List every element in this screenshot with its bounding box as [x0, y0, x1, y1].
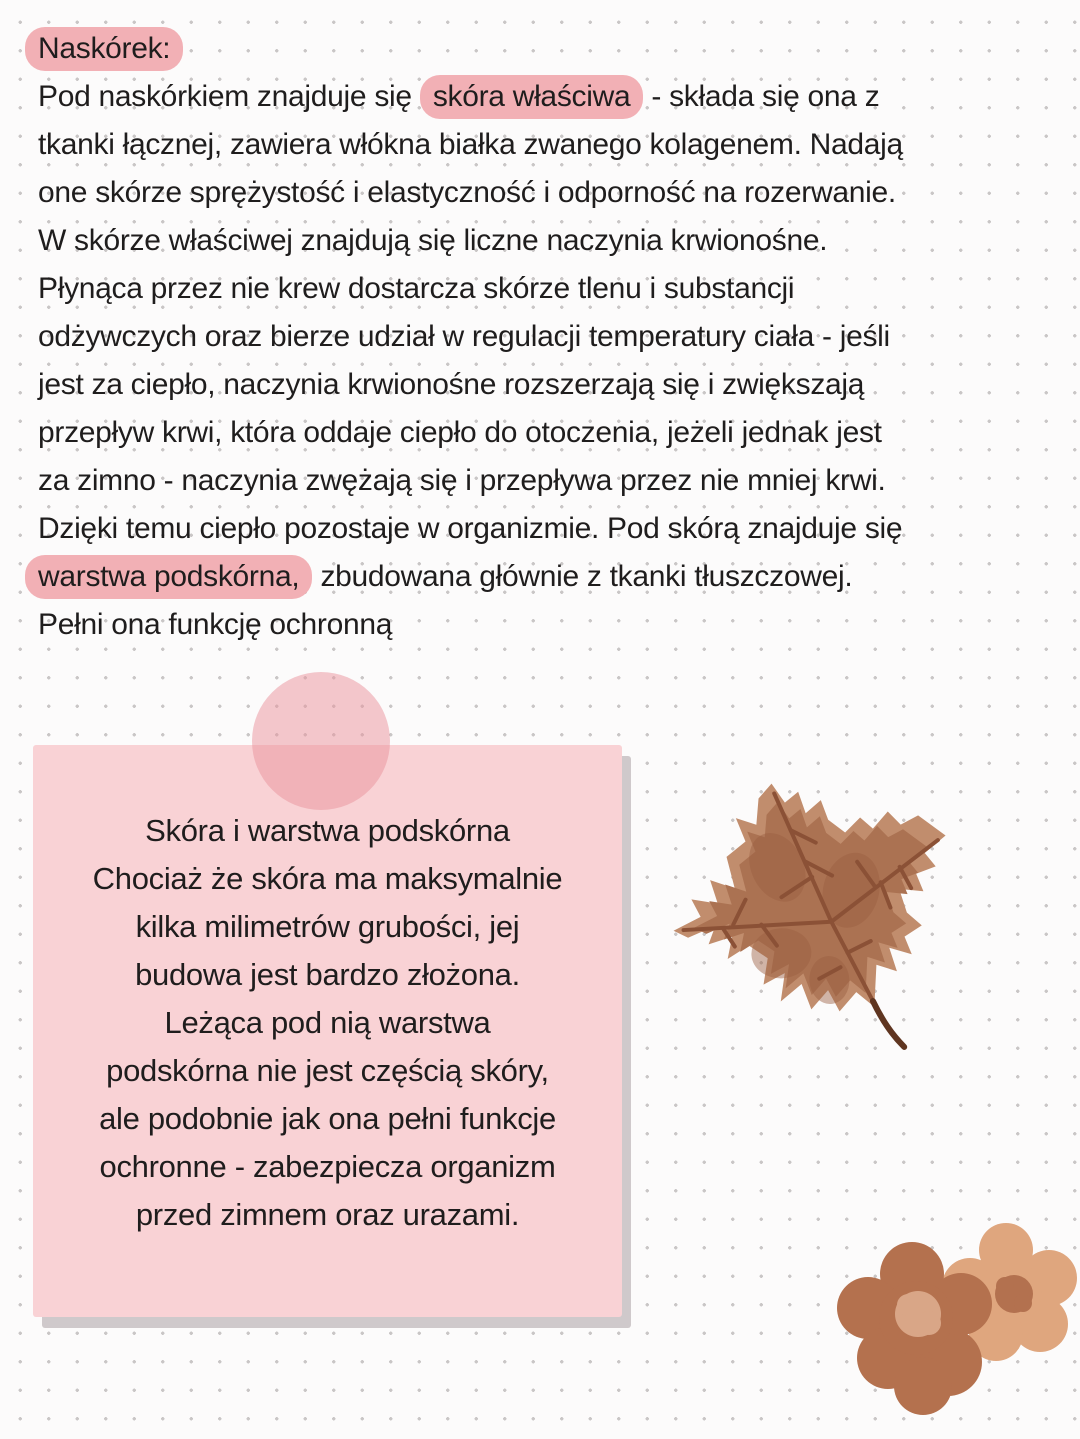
card-line: Skóra i warstwa podskórna: [145, 813, 510, 848]
paragraph-line: Płynąca przez nie krew dostarcza skórze tlenu i substancji: [38, 272, 795, 305]
card-line: Chociaż że skóra ma maksymalnie: [92, 861, 563, 896]
highlight-warstwa-podskorna: warstwa podskórna,: [25, 555, 312, 599]
highlight-naskorek: Naskórek:: [25, 27, 183, 71]
paragraph-heading-line: [38, 25, 1068, 73]
card-line: podskórna nie jest częścią skóry,: [106, 1053, 549, 1088]
paragraph-line: W skórze właściwej znajdują się liczne naczynia krwionośne.: [38, 224, 828, 257]
paragraph-line: one skórze sprężystość i elastyczność i odporność na rozerwanie.: [38, 176, 896, 209]
paragraph-line: jest za ciepło, naczynia krwionośne rozszerzają się i zwiększają: [38, 368, 865, 401]
paragraph-line: Pełni ona funkcję ochronną: [38, 608, 393, 641]
paragraph-line: warstwa podskórna, zbudowana głównie z tkanki tłuszczowej.: [38, 553, 1068, 601]
card-line: ale podobnie jak ona pełni funkcje: [99, 1101, 556, 1136]
paragraph-line: za zimno - naczynia zwężają się i przepływa przez nie mniej krwi.: [38, 464, 886, 497]
card-line: kilka milimetrów grubości, jej: [135, 909, 520, 944]
paragraph-line: odżywczych oraz bierze udział w regulacji temperatury ciała - jeśli: [38, 320, 890, 353]
paragraph-line: przepływ krwi, która oddaje ciepło do otoczenia, jeżeli jednak jest: [38, 416, 882, 449]
flower-dark-center: [895, 1291, 941, 1337]
pink-circle-sticker-icon: [252, 672, 390, 810]
card-line: ochronne - zabezpiecza organizm: [99, 1149, 556, 1184]
note-card: [33, 745, 622, 1317]
flower-light-center: [995, 1275, 1033, 1313]
maple-leaf-illustration: [663, 773, 965, 1063]
flowers-illustration: [828, 1210, 1080, 1420]
paragraph-line: Pod naskórkiem znajduje się skóra właściwa - składa się ona z: [38, 73, 1068, 121]
card-line: przed zimnem oraz urazami.: [135, 1197, 520, 1232]
main-paragraph: [38, 25, 1068, 649]
highlight-skora-wlasciwa: skóra właściwa: [420, 75, 644, 119]
flowers-icon: [828, 1210, 1080, 1420]
paragraph-line: tkanki łącznej, zawiera włókna białka zwanego kolagenem. Nadają: [38, 128, 903, 161]
card-line: Leżąca pod nią warstwa: [164, 1005, 491, 1040]
maple-leaf-icon: [663, 773, 965, 1063]
card-line: budowa jest bardzo złożona.: [135, 957, 520, 992]
paragraph-line: Dzięki temu ciepło pozostaje w organizmie. Pod skórą znajduje się: [38, 512, 903, 545]
